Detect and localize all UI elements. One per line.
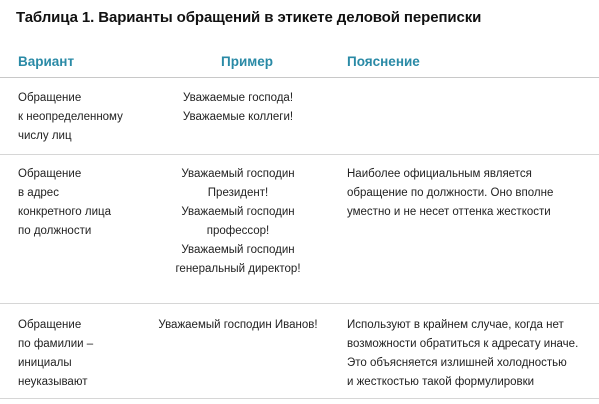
row-divider (0, 154, 599, 155)
variant-line: неуказывают (18, 376, 88, 388)
table-title: Таблица 1. Варианты обращений в этикете деловой переписки (16, 9, 482, 26)
variant-line: числу лиц (18, 130, 72, 142)
explanation-line: Используют в крайнем случае, когда нет (347, 319, 564, 331)
header-divider (0, 77, 599, 78)
explanation-cell (347, 165, 592, 222)
column-header-variant: Вариант (18, 54, 75, 69)
example-line: Уважаемый господин (181, 206, 295, 218)
example-line: генеральный директор! (175, 263, 301, 275)
explanation-line: уместно и не несет оттенка жесткости (347, 206, 551, 218)
variant-cell (18, 316, 138, 392)
column-header-explanation: Пояснение (347, 54, 420, 69)
variant-line: Обращение (18, 168, 82, 180)
explanation-cell (347, 316, 592, 392)
example-line: профессор! (206, 225, 270, 237)
variant-line: по должности (18, 225, 92, 237)
variant-line: Обращение (18, 319, 82, 331)
example-line: Уважаемые коллеги! (182, 111, 294, 123)
explanation-line: и жесткостью такой формулировки (347, 376, 535, 388)
explanation-line: возможности обратиться к адресату иначе. (347, 338, 579, 350)
row-divider (0, 303, 599, 304)
example-cell (138, 165, 338, 279)
variant-line: инициалы (18, 357, 72, 369)
explanation-line: Наиболее официальным является (347, 168, 532, 180)
variant-line: конкретного лица (18, 206, 112, 218)
example-line: Уважаемый господин (181, 168, 295, 180)
example-cell (138, 316, 338, 335)
variant-cell (18, 89, 138, 146)
example-line: Уважаемый господин (181, 244, 295, 256)
example-line: Уважаемые господа! (182, 92, 294, 104)
explanation-line: обращение по должности. Оно вполне (347, 187, 554, 199)
column-header-example: Пример (221, 54, 273, 69)
variant-cell (18, 165, 138, 241)
explanation-line: Это объясняется излишней холодностью (347, 357, 567, 369)
example-line: Уважаемый господин Иванов! (158, 319, 318, 331)
example-cell (138, 89, 338, 127)
variant-line: к неопределенному (18, 111, 123, 123)
example-line: Президент! (207, 187, 269, 199)
row-divider (0, 398, 599, 399)
variant-line: в адрес (18, 187, 59, 199)
variant-line: по фамилии – (18, 338, 94, 350)
variant-line: Обращение (18, 92, 82, 104)
